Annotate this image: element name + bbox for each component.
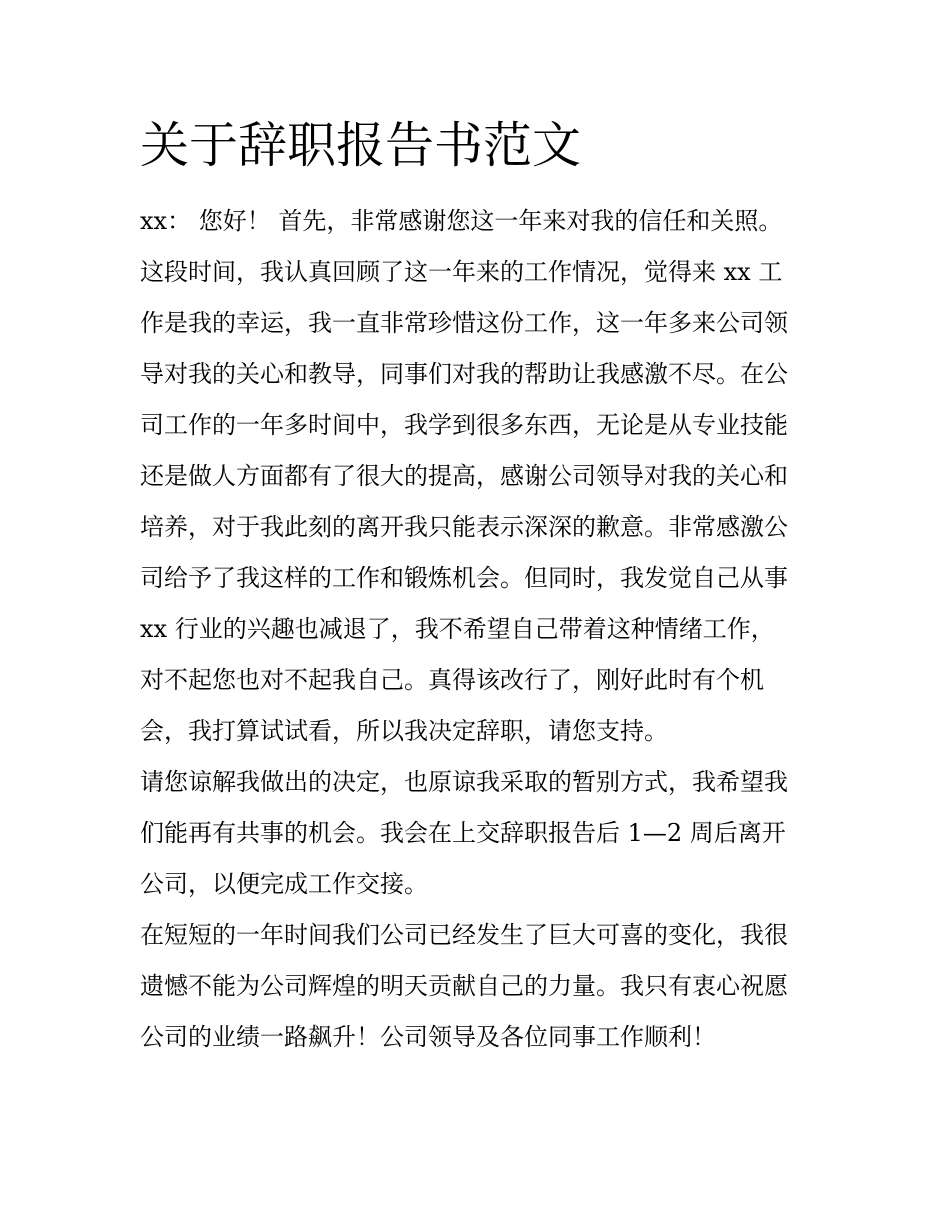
text-line: 们能再有共事的机会。我会在上交辞职报告后 1—2 周后离开: [140, 819, 786, 847]
text-line: 司工作的一年多时间中，我学到很多东西，无论是从专业技能: [140, 411, 788, 439]
text-line: 还是做人方面都有了很大的提高，感谢公司领导对我的关心和: [140, 462, 788, 490]
text-line: 司给予了我这样的工作和锻炼机会。但同时，我发觉自己从事: [140, 564, 788, 592]
page-title: 关于辞职报告书范文: [140, 117, 582, 174]
text-line: xx 行业的兴趣也减退了，我不希望自己带着这种情绪工作，: [140, 615, 775, 643]
text-line: 这段时间，我认真回顾了这一年来的工作情况，觉得来 xx 工: [140, 258, 783, 286]
text-line: 培养，对于我此刻的离开我只能表示深深的歉意。非常感激公: [140, 513, 788, 541]
text-line: 公司的业绩一路飙升！公司领导及各位同事工作顺利！: [140, 1023, 716, 1051]
text-line: xx： 您好！ 首先，非常感谢您这一年来对我的信任和关照。: [140, 207, 783, 235]
text-line: 遗憾不能为公司辉煌的明天贡献自己的力量。我只有衷心祝愿: [140, 972, 788, 1000]
text-line: 对不起您也对不起我自己。真得该改行了，刚好此时有个机: [140, 666, 764, 694]
text-line: 公司，以便完成工作交接。: [140, 870, 428, 898]
text-line: 导对我的关心和教导，同事们对我的帮助让我感激不尽。在公: [140, 360, 788, 388]
text-line: 请您谅解我做出的决定，也原谅我采取的暂别方式，我希望我: [140, 768, 788, 796]
text-line: 在短短的一年时间我们公司已经发生了巨大可喜的变化，我很: [140, 921, 788, 949]
text-line: 作是我的幸运，我一直非常珍惜这份工作，这一年多来公司领: [140, 309, 788, 337]
text-line: 会，我打算试试看，所以我决定辞职，请您支持。: [140, 717, 668, 745]
